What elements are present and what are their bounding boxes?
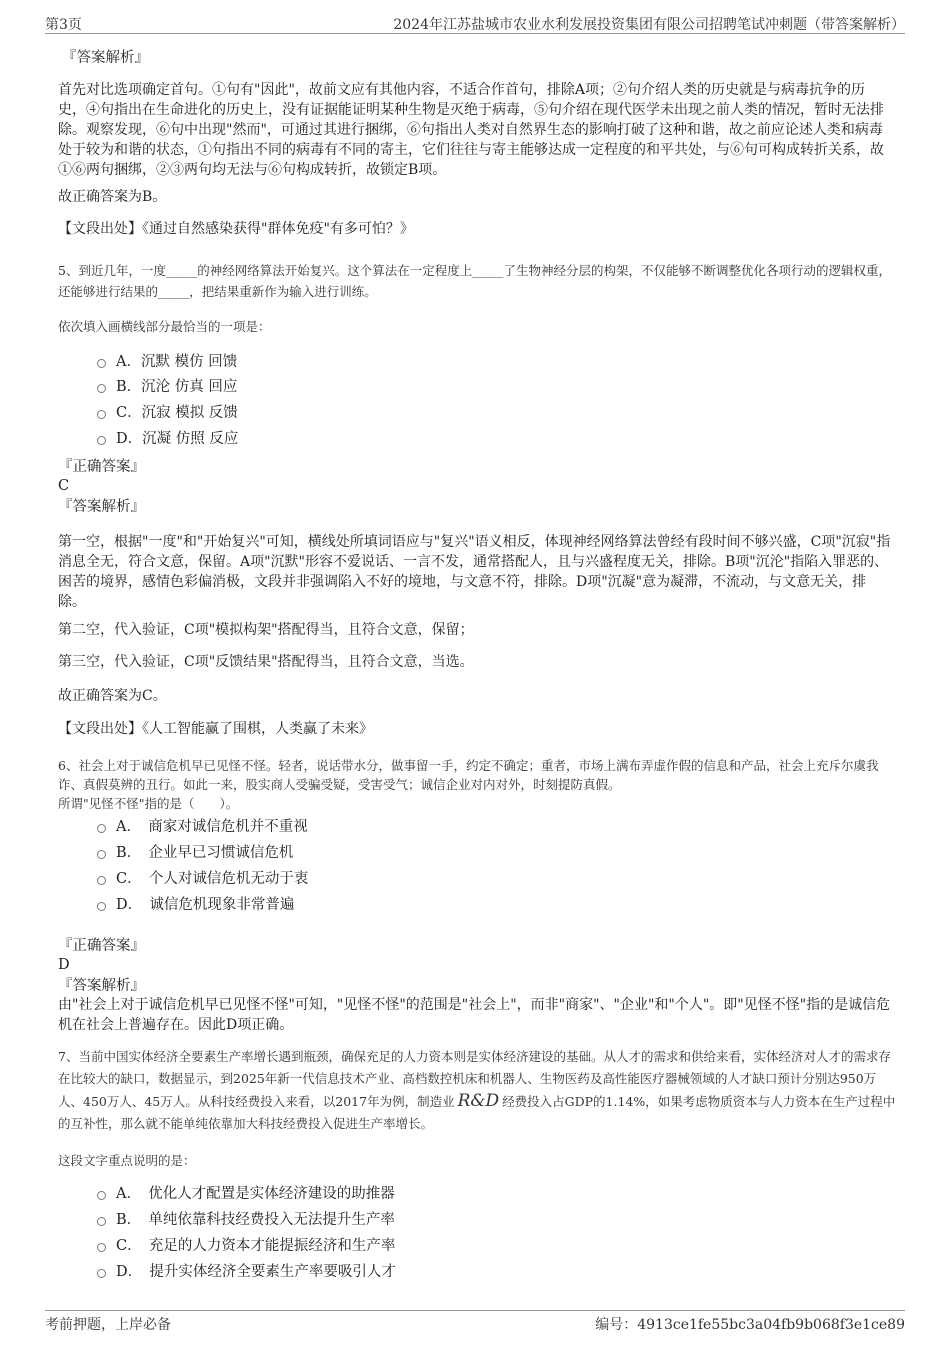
option-label: B． 单纯依靠科技经费投入无法提升生产率: [116, 1212, 395, 1228]
option-label: A． 商家对诚信危机并不重视: [116, 819, 308, 835]
option-label: C．沉寂 模拟 反馈: [116, 405, 238, 421]
radio-icon[interactable]: [97, 902, 106, 911]
radio-icon[interactable]: [97, 410, 106, 419]
option-label: D． 诚信危机现象非常普遍: [116, 897, 295, 913]
q7-stem-part-2: 经费投入占GDP的1.14%，如果考虑物质资本与人力资本在生产过程中的互补性，那么就不能单纯依靠加大科技经费投入促进生产率增长。: [58, 1094, 896, 1131]
option-label: C． 个人对诚信危机无动于衷: [116, 871, 309, 887]
radio-icon[interactable]: [97, 1191, 106, 1200]
q5-analysis-paragraph-1: 第一空，根据"一度"和"开始复兴"可知，横线处所填词语应与"复兴"语义相反，体现神经网络算法曾经有段时间不够兴盛，C项"沉寂"指消息全无，符合文意，保留。A项"沉默"形容不爱说话、一言不发，通常搭配人，且与兴盛程度无关，排除。B项"沉沦"指陷入罪恶的、困苦的境界，感情色彩偏消极，文段并非强调陷入不好的境地，与文意不符，排除。D项"沉凝"意为凝滞，不流动，与文意无关，排除。: [58, 534, 891, 610]
q6-prompt: 所谓"见怪不怪"指的是（ ）。: [58, 796, 239, 811]
q7-stem-part-1: 7、当前中国实体经济全要素生产率增长遇到瓶颈，确保充足的人力资本则是实体经济建设的基础。从人才的需求和供给来看，实体经济对人才的需求存在比较大的缺口，数据显示，到2025年新一代信息技术产业、高档数控机床和机器人、生物医药及高性能医疗器械领域的人才缺口预计分别达950万人、450万人、45万人。从科技经费投入来看，以2017年为例，制造业: [58, 1049, 891, 1109]
option-label: A．沉默 模仿 回馈: [116, 354, 238, 370]
q5-correct-label: 『正确答案』: [58, 459, 145, 475]
option-label: D．沉凝 仿照 反应: [116, 431, 239, 447]
q6-option-a[interactable]: [97, 817, 308, 837]
page-number: 第3页: [45, 17, 82, 33]
q5-source: 【文段出处】《人工智能赢了围棋，人类赢了未来》: [58, 721, 373, 737]
footer-slogan: 考前押题，上岸必备: [45, 1317, 171, 1333]
radio-icon[interactable]: [97, 1269, 106, 1278]
q5-correct-answer: C: [58, 478, 70, 494]
radio-icon[interactable]: [97, 1217, 106, 1226]
q7-option-b[interactable]: [97, 1210, 395, 1230]
q7-option-d[interactable]: [97, 1262, 396, 1282]
q6-analysis-text: 由"社会上对于诚信危机早已见怪不怪"可知，"见怪不怪"的范围是"社会上"，而非"商家"、"企业"和"个人"。即"见怪不怪"指的是诚信危机在社会上普遍存在。因此D项正确。: [58, 997, 891, 1033]
option-label: D． 提升实体经济全要素生产率要吸引人才: [116, 1264, 396, 1280]
q6-analysis-label: 『答案解析』: [58, 978, 145, 994]
option-label: C． 充足的人力资本才能提振经济和生产率: [116, 1238, 396, 1254]
q7-prompt: 这段文字重点说明的是：: [58, 1153, 196, 1168]
q5-option-c[interactable]: [97, 403, 238, 423]
q7-rd-formula: R&D: [457, 1091, 500, 1111]
q4-conclusion: 故正确答案为B。: [58, 189, 167, 205]
q7-option-c[interactable]: [97, 1236, 395, 1256]
q6-correct-answer: D: [58, 957, 70, 973]
q4-analysis-text: 首先对比选项确定首句。①句有"因此"，故前文应有其他内容，不适合作首句，排除A项；②句介绍人类的历史就是与病毒抗争的历史，④句指出在生命进化的历史上，没有证据能证明某种生物是灭绝于病毒，⑤句介绍在现代医学未出现之前人类的情况，暂时无法排除。观察发现，⑥句中出现"然而"，可通过其进行捆绑，⑥句指出人类对自然界生态的影响打破了这种和谐，故之前应论述人类和病毒处于较为和谐的状态，①句指出不同的病毒有不同的寄主，它们往往与寄主能够达成一定程度的和平共处，与⑥句可构成转折关系，故①⑥两句捆绑，②③两句均无法与⑥句构成转折，故锁定B项。: [58, 82, 884, 178]
q5-option-d[interactable]: [97, 429, 238, 449]
footer-divider: [45, 1310, 905, 1311]
radio-icon[interactable]: [97, 436, 106, 445]
radio-icon[interactable]: [97, 1243, 106, 1252]
q6-option-b[interactable]: [97, 843, 293, 863]
option-label: B． 企业早已习惯诚信危机: [116, 845, 294, 861]
q5-option-b[interactable]: [97, 377, 237, 397]
header-divider: [45, 33, 905, 34]
q5-analysis-paragraph-3: 第三空，代入验证，C项"反馈结果"搭配得当，且符合文意，当选。: [58, 654, 474, 670]
q6-correct-label: 『正确答案』: [58, 938, 145, 954]
radio-icon[interactable]: [97, 824, 106, 833]
q7-option-a[interactable]: [97, 1184, 395, 1204]
option-label: A． 优化人才配置是实体经济建设的助推器: [116, 1186, 395, 1202]
q6-option-d[interactable]: [97, 895, 294, 915]
q6-stem: 6、社会上对于诚信危机早已见怪不怪。轻者，说话带水分，做事留一手，约定不确定；重者，市场上满布弄虚作假的信息和产品，社会上充斥尔虞我诈、真假莫辨的丑行。如此一来，股实商人受骗受疑，受害受气；诚信企业对内对外，时刻提防真假。: [58, 758, 879, 792]
q5-analysis-label: 『答案解析』: [58, 499, 145, 515]
q5-prompt: 依次填入画横线部分最恰当的一项是：: [58, 319, 271, 334]
q7-stem: [58, 1046, 898, 1135]
q4-source: 【文段出处】《通过自然感染获得"群体免疫"有多可怕？》: [58, 221, 414, 237]
radio-icon[interactable]: [97, 850, 106, 859]
document-title: 2024年江苏盐城市农业水利发展投资集团有限公司招聘笔试冲刺题（带答案解析）: [393, 17, 905, 33]
q5-stem: 5、到近几年，一度_____的神经网络算法开始复兴。这个算法在一定程度上_____了生物神经分层的构架，不仅能够不断调整优化各项行动的逻辑权重，还能够进行结果的_____，把结果重新作为输入进行训练。: [58, 263, 891, 299]
q5-option-a[interactable]: [97, 352, 237, 372]
radio-icon[interactable]: [97, 384, 106, 393]
document-id: 编号：4913ce1fe55bc3a04fb9b068f3e1ce89: [595, 1317, 905, 1333]
q5-analysis-paragraph-2: 第二空，代入验证，C项"模拟构架"搭配得当，且符合文意，保留；: [58, 622, 474, 638]
option-label: B．沉沦 仿真 回应: [116, 379, 238, 395]
q5-analysis-paragraph-4: 故正确答案为C。: [58, 688, 167, 704]
q4-analysis-label: 『答案解析』: [62, 50, 149, 66]
q6-option-c[interactable]: [97, 869, 308, 889]
radio-icon[interactable]: [97, 876, 106, 885]
radio-icon[interactable]: [97, 359, 106, 368]
